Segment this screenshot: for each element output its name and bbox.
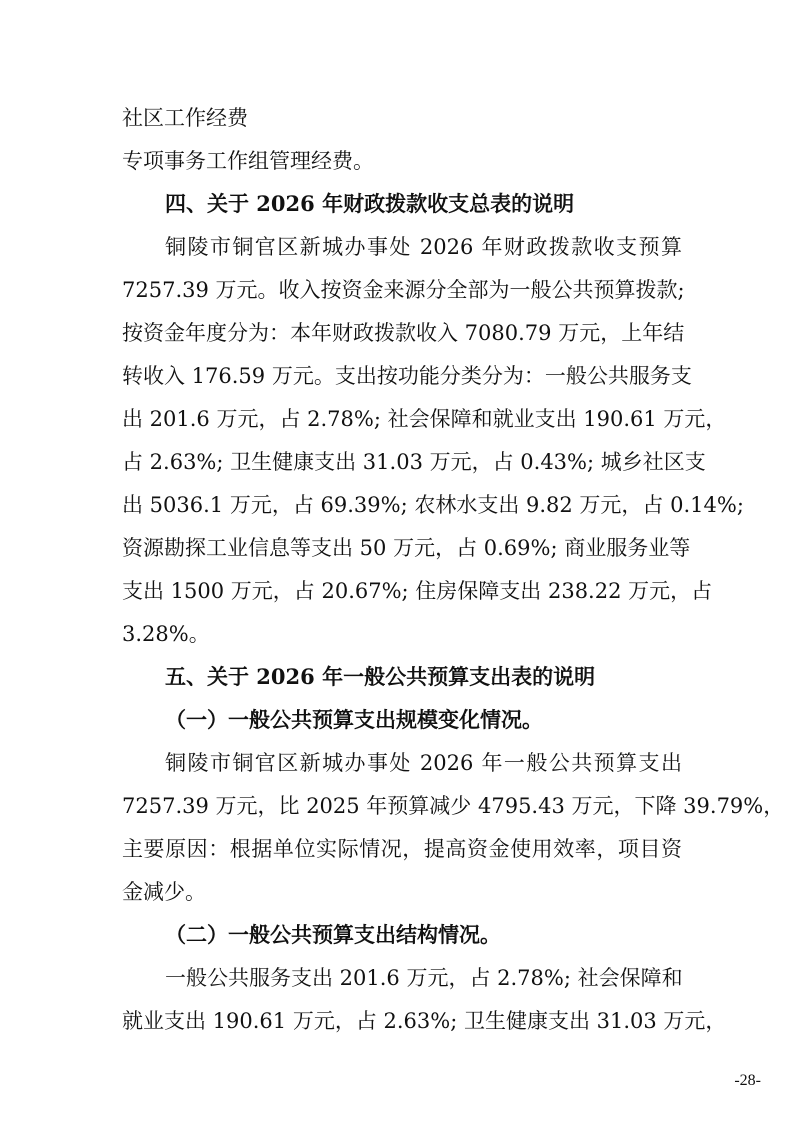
section-heading-4: 四、关于 2026 年财政拨款收支总表的说明 bbox=[165, 191, 575, 216]
text-line: 一般公共服务支出 201.6 万元，占 2.78%; 社会保障和 bbox=[165, 966, 683, 990]
page-number: -28- bbox=[734, 1072, 761, 1089]
text-line: 出 201.6 万元，占 2.78%; 社会保障和就业支出 190.61 万元， bbox=[122, 407, 727, 431]
text-line: 出 5036.1 万元，占 69.39%; 农林水支出 9.82 万元，占 0.14%; bbox=[122, 493, 744, 517]
text-line: 支出 1500 万元，占 20.67%; 住房保障支出 238.22 万元，占 bbox=[122, 579, 713, 603]
text-line: 7257.39 万元。收入按资金来源分全部为一般公共预算拨款; bbox=[122, 278, 685, 302]
text-line: 3.28%。 bbox=[122, 622, 210, 646]
text-line: 就业支出 190.61 万元，占 2.63%; 卫生健康支出 31.03 万元， bbox=[122, 1009, 727, 1033]
text-line: 按资金年度分为：本年财政拨款收入 7080.79 万元，上年结 bbox=[122, 321, 685, 345]
text-line: 铜陵市铜官区新城办事处 2026 年一般公共预算支出 bbox=[165, 751, 682, 775]
text-line: 资源勘探工业信息等支出 50 万元，占 0.69%; 商业服务业等 bbox=[122, 536, 691, 560]
section-heading-5: 五、关于 2026 年一般公共预算支出表的说明 bbox=[165, 664, 596, 689]
text-line: 专项事务工作组管理经费。 bbox=[122, 149, 374, 173]
text-line: 社区工作经费 bbox=[122, 106, 248, 130]
text-line: 主要原因：根据单位实际情况，提高资金使用效率，项目资 bbox=[122, 837, 682, 861]
text-line: 占 2.63%; 卫生健康支出 31.03 万元，占 0.43%; 城乡社区支 bbox=[122, 450, 706, 474]
text-line: 铜陵市铜官区新城办事处 2026 年财政拨款收支预算 bbox=[165, 235, 682, 259]
text-line: 金减少。 bbox=[122, 880, 206, 904]
subsection-heading-2: （二）一般公共预算支出结构情况。 bbox=[165, 922, 501, 947]
text-line: 7257.39 万元，比 2025 年预算减少 4795.43 万元，下降 39.79%， bbox=[122, 794, 785, 818]
subsection-heading-1: （一）一般公共预算支出规模变化情况。 bbox=[165, 707, 543, 732]
text-line: 转收入 176.59 万元。支出按功能分类分为：一般公共服务支 bbox=[122, 364, 692, 388]
